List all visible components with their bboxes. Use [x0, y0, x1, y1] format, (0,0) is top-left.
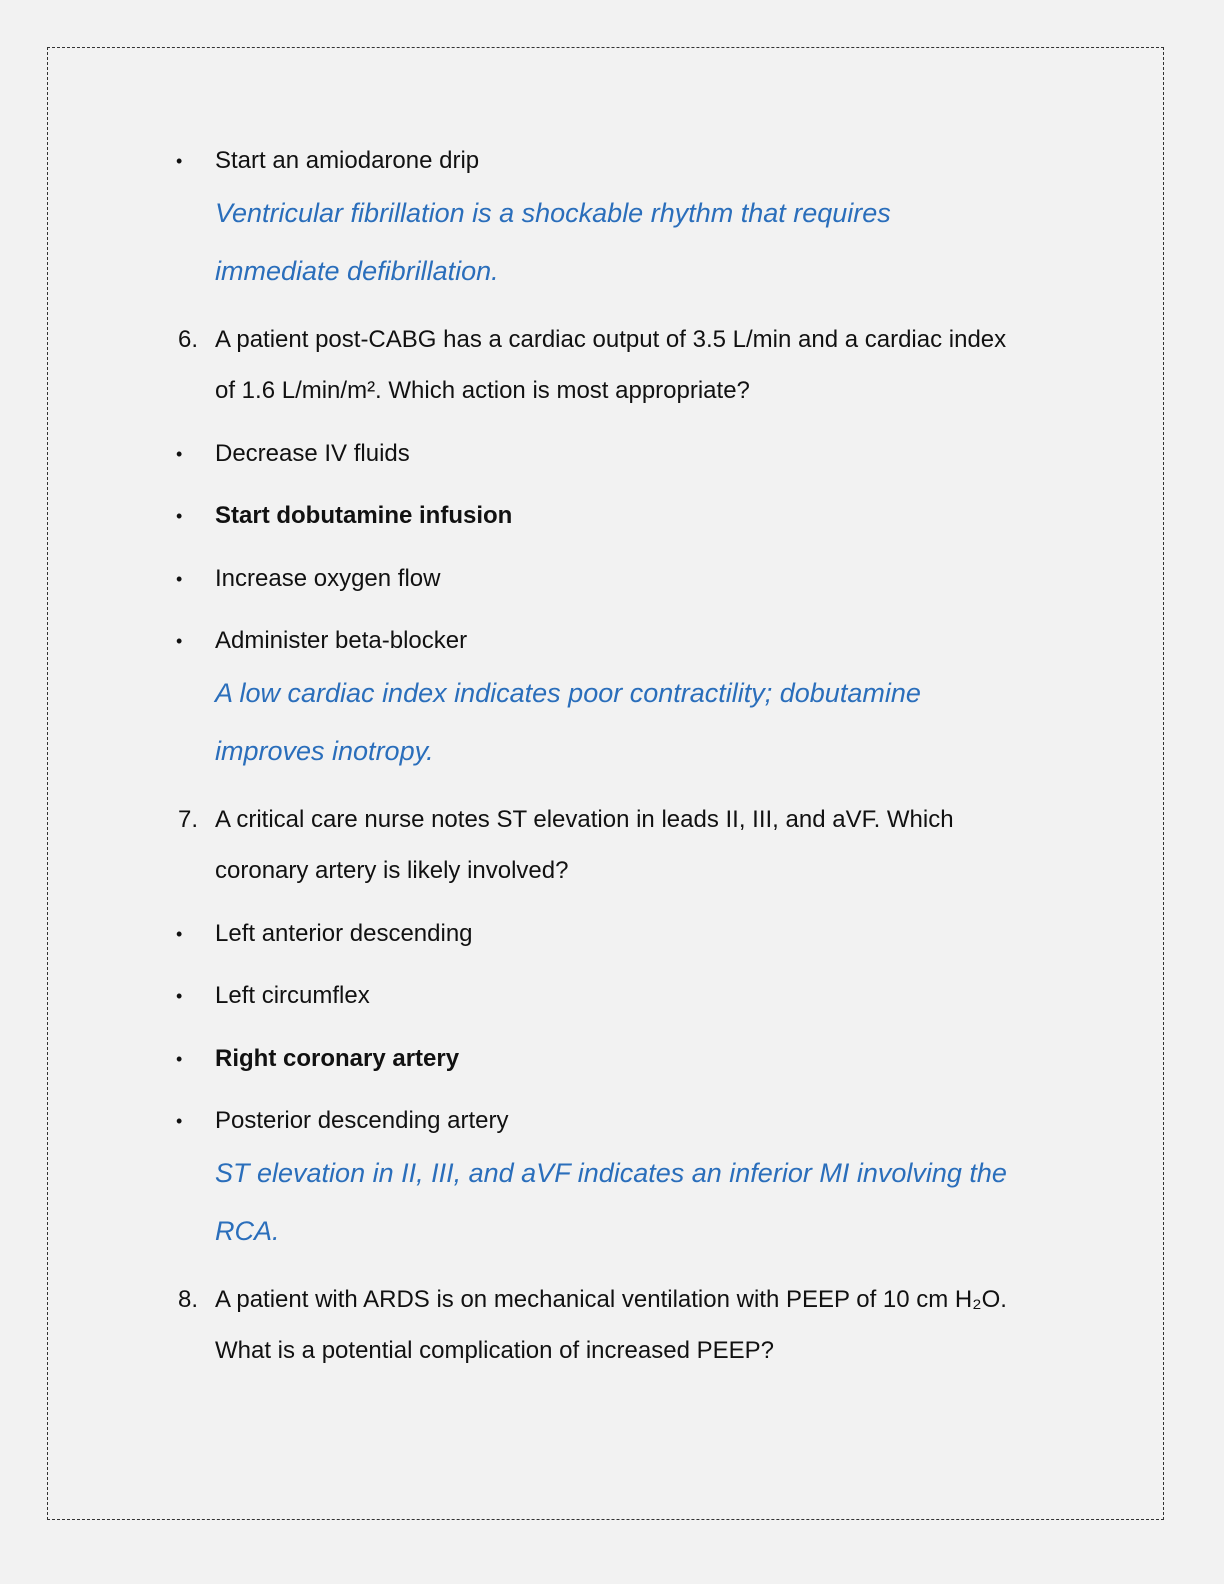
rationale-text: RCA. — [215, 1216, 280, 1246]
option-text: Left circumflex — [215, 982, 370, 1009]
bullet: • — [176, 569, 183, 589]
rationale-text: improves inotropy. — [215, 736, 434, 766]
question-number: 8. — [178, 1286, 199, 1313]
option-text: Administer beta-blocker — [215, 627, 468, 654]
question-text: A patient with ARDS is on mechanical ventilation with PEEP of 10 cm H₂O. — [215, 1286, 1007, 1313]
question-number: 7. — [178, 806, 199, 833]
question-text: coronary artery is likely involved? — [215, 857, 569, 884]
question-number: 6. — [178, 326, 199, 353]
option-text: Posterior descending artery — [215, 1107, 509, 1134]
option-text: Left anterior descending — [215, 920, 473, 947]
question-text: of 1.6 L/min/m². Which action is most appropriate? — [215, 377, 750, 404]
question-text: A patient post-CABG has a cardiac output of 3.5 L/min and a cardiac index — [215, 326, 1007, 353]
bullet: • — [176, 986, 183, 1006]
rationale-text: Ventricular fibrillation is a shockable rhythm that requires — [215, 198, 891, 228]
correct-option-text: Start dobutamine infusion — [215, 502, 513, 529]
bullet: • — [176, 506, 183, 526]
bullet: • — [176, 1049, 183, 1069]
correct-option-text: Right coronary artery — [215, 1045, 460, 1072]
rationale-text: ST elevation in II, III, and aVF indicates an inferior MI involving the — [215, 1158, 1007, 1188]
bullet: • — [176, 444, 183, 464]
question-text: What is a potential complication of increased PEEP? — [215, 1337, 774, 1364]
option-text: Start an amiodarone drip — [215, 147, 480, 174]
option-text: Increase oxygen flow — [215, 565, 441, 592]
rationale-text: A low cardiac index indicates poor contractility; dobutamine — [215, 678, 921, 708]
option-text: Decrease IV fluids — [215, 440, 410, 467]
bullet: • — [176, 151, 183, 171]
bullet: • — [176, 631, 183, 651]
question-text: A critical care nurse notes ST elevation in leads II, III, and aVF. Which — [215, 806, 954, 833]
bullet: • — [176, 1111, 183, 1131]
bullet: • — [176, 924, 183, 944]
rationale-text: immediate defibrillation. — [215, 256, 499, 286]
